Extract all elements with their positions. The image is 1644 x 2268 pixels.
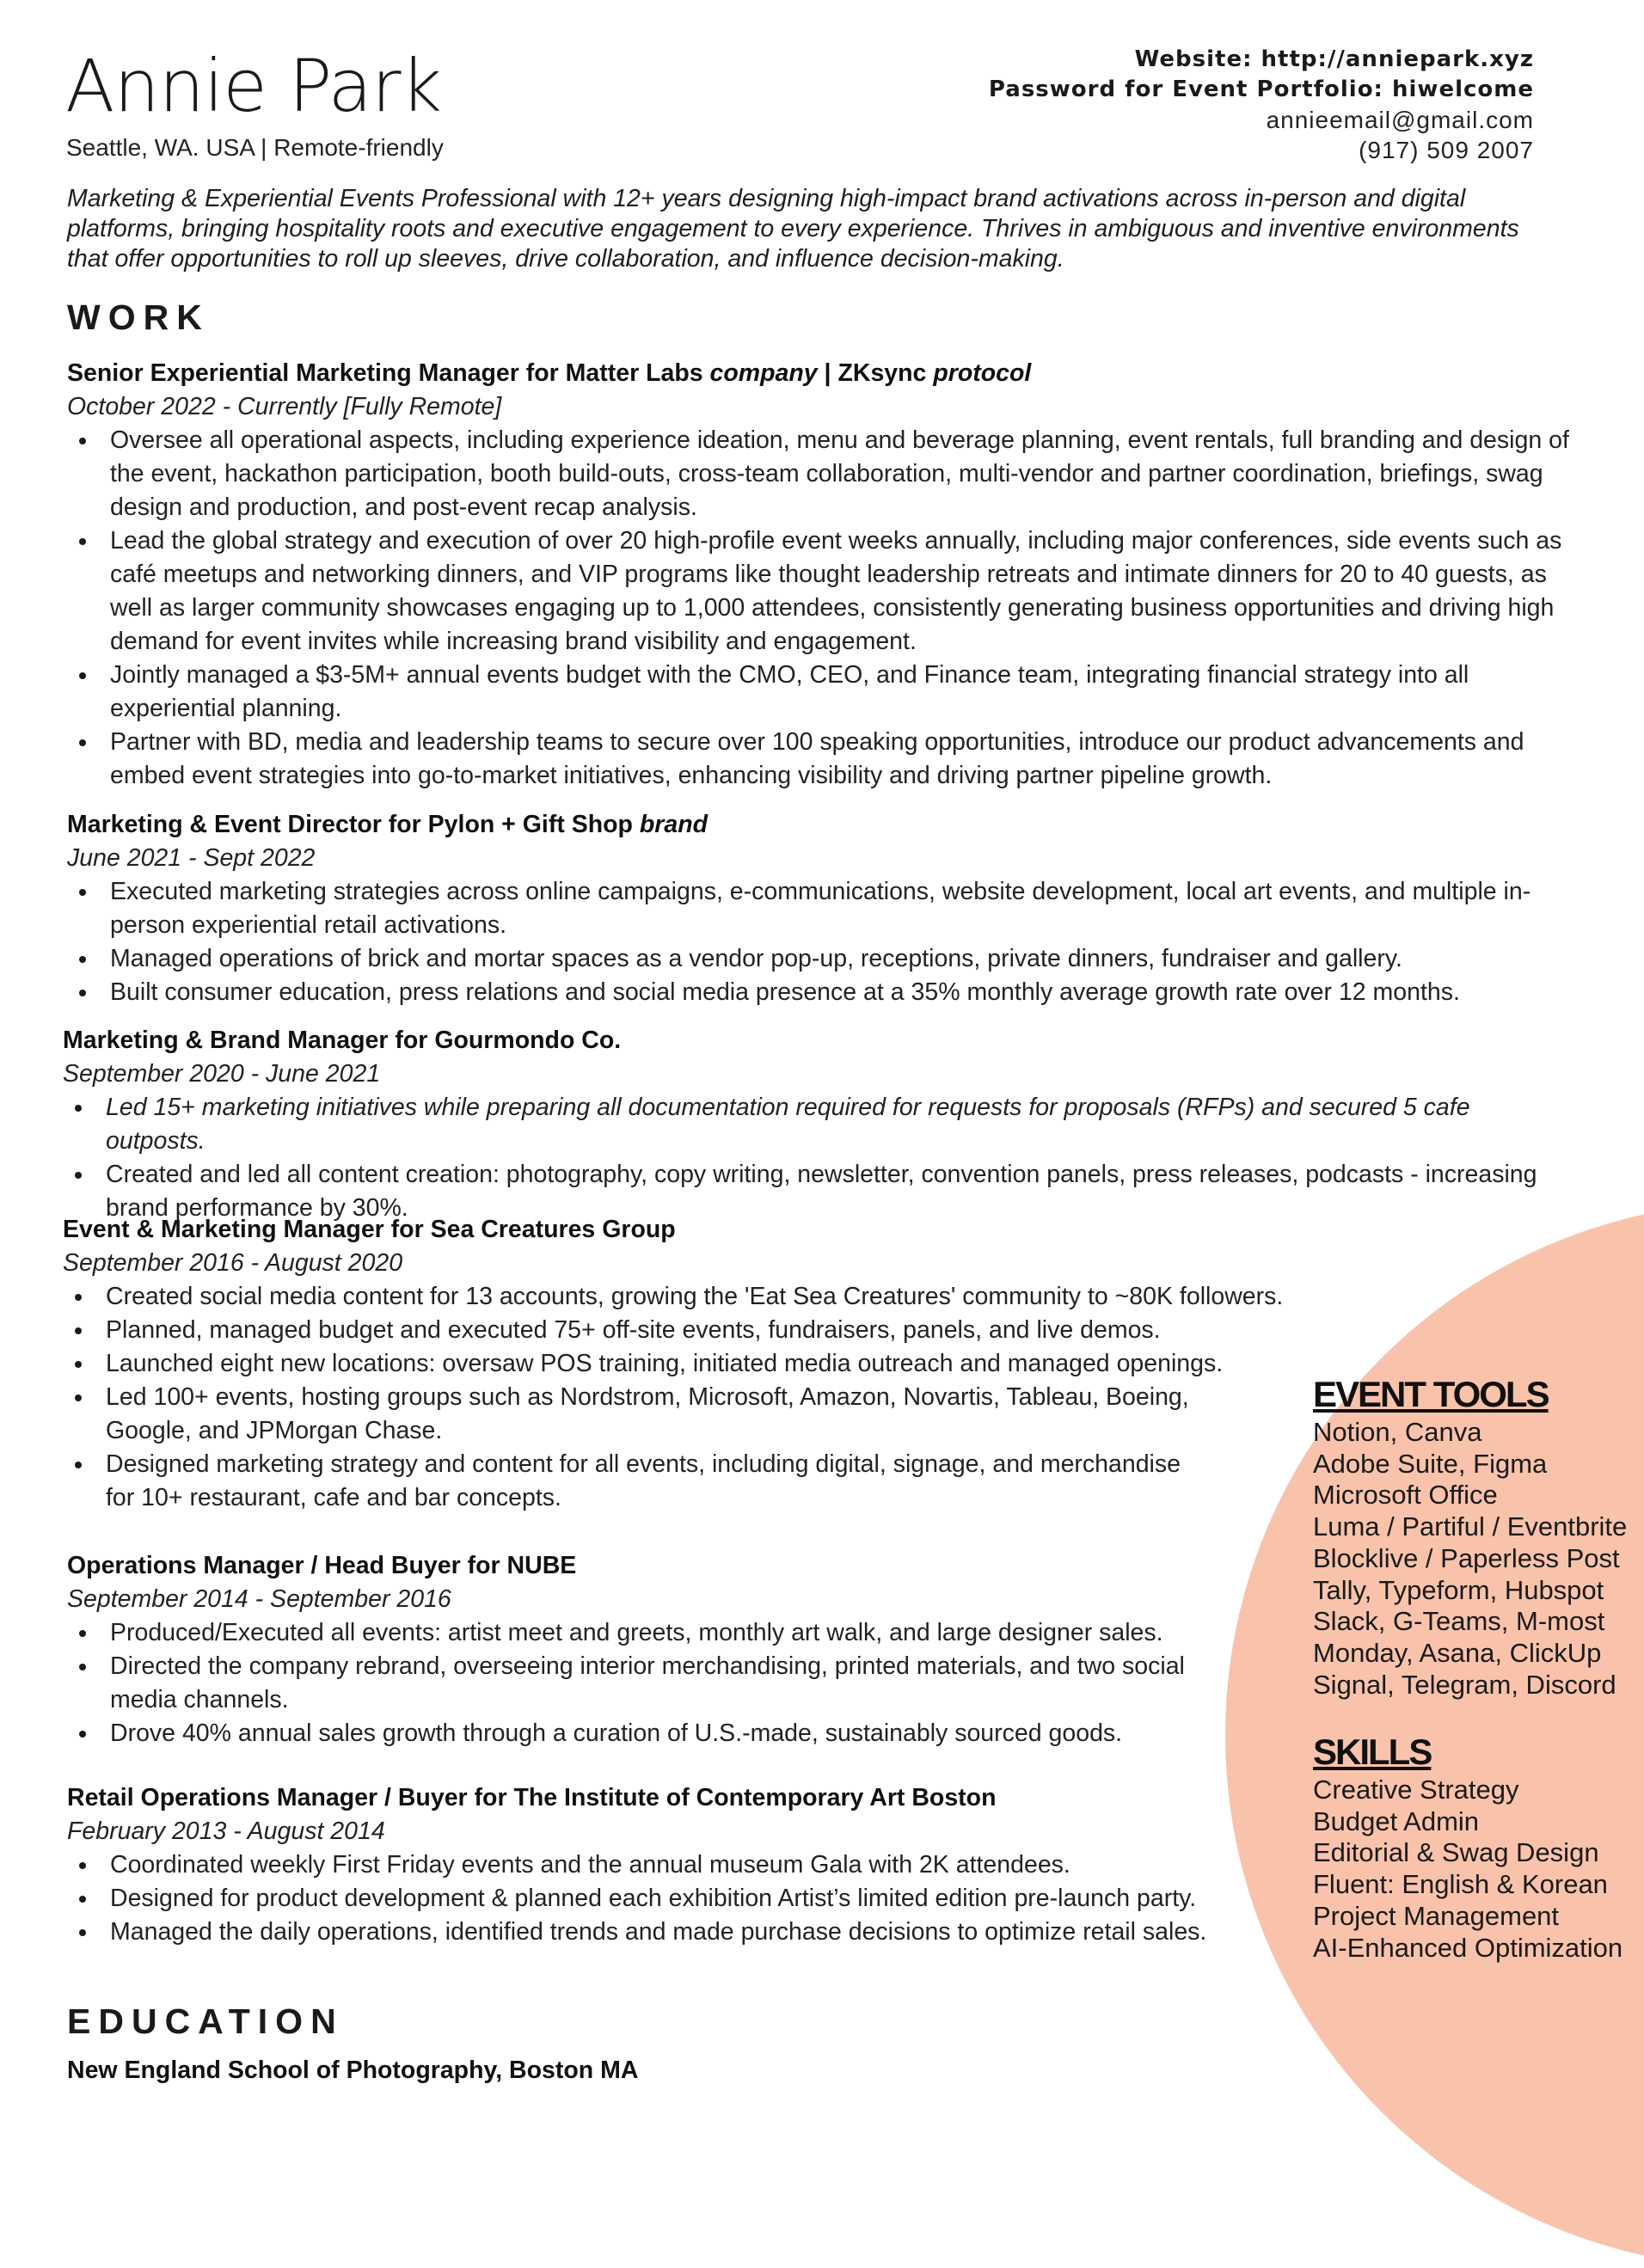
tool-item: Slack, G-Teams, M-most bbox=[1313, 1606, 1605, 1637]
bullet-item: Designed marketing strategy and content for all events, including digital, signage, and merchandise for 10+ restaurant, cafe and bar concepts. bbox=[63, 1448, 1215, 1515]
job-title: Senior Experiential Marketing Manager for Matter Labs company | ZKsync protocol bbox=[67, 359, 1032, 387]
tool-item: Tally, Typeform, Hubspot bbox=[1313, 1574, 1604, 1605]
professional-summary: Marketing & Experiential Events Professional with 12+ years designing high-impact brand activations across in-person and digital platforms, bringing hospitality roots and executive engagement to every experience. Thrives in ambiguous and inventive environments that offer opportunities to roll up sleeves, drive collaboration, and influence decision-making. bbox=[67, 185, 1519, 273]
education-school: New England School of Photography, Boston MA bbox=[67, 2057, 639, 2084]
job-bullets bbox=[67, 875, 1572, 1009]
bullet-item: Managed the daily operations, identified trends and made purchase decisions to optimize retail sales. bbox=[67, 1916, 1254, 1949]
skill-item: Budget Admin bbox=[1313, 1805, 1480, 1836]
job-date: June 2021 - Sept 2022 bbox=[67, 844, 316, 872]
bullet-item: Designed for product development & planned each exhibition Artist’s limited edition pre-launch party. bbox=[67, 1882, 1254, 1916]
tool-item: Blocklive / Paperless Post bbox=[1313, 1542, 1620, 1573]
tool-item: Luma / Partiful / Eventbrite bbox=[1313, 1511, 1628, 1542]
job-date: September 2020 - June 2021 bbox=[63, 1060, 381, 1088]
bullet-item: Created and led all content creation: photography, copy writing, newsletter, convention panels, press releases, podcasts - increasing brand performance by 30%. bbox=[63, 1158, 1567, 1225]
bullet-item: Led 100+ events, hosting groups such as Nordstrom, Microsoft, Amazon, Novartis, Tableau, Boeing, Google, and JPMorgan Chase. bbox=[63, 1381, 1215, 1448]
job-title: Event & Marketing Manager for Sea Creatures Group bbox=[63, 1216, 676, 1243]
candidate-location: Seattle, WA. USA | Remote-friendly bbox=[66, 134, 444, 161]
job-bullets bbox=[63, 1280, 1284, 1515]
job-date: February 2013 - August 2014 bbox=[67, 1817, 385, 1845]
job-title: Marketing & Brand Manager for Gourmondo Co. bbox=[63, 1027, 622, 1054]
job-title: Operations Manager / Head Buyer for NUBE bbox=[67, 1552, 577, 1579]
bullet-item: Produced/Executed all events: artist meet and greets, monthly art walk, and large designer sales. bbox=[67, 1616, 1202, 1650]
bullet-item: Drove 40% annual sales growth through a curation of U.S.-made, sustainably sourced goods. bbox=[67, 1717, 1202, 1750]
email-link[interactable]: annieemail@gmail.com bbox=[1266, 107, 1534, 133]
job-date: September 2014 - September 2016 bbox=[67, 1585, 451, 1613]
bullet-item: Planned, managed budget and executed 75+ off-site events, fundraisers, panels, and live demos. bbox=[63, 1314, 1215, 1347]
job-bullets bbox=[67, 424, 1572, 793]
bullet-item: Managed operations of brick and mortar spaces as a vendor pop-up, receptions, private dinners, fundraiser and gallery. bbox=[67, 942, 1572, 976]
job-title: Retail Operations Manager / Buyer for The Institute of Contemporary Art Boston bbox=[67, 1784, 997, 1811]
tool-item: Notion, Canva bbox=[1313, 1417, 1482, 1447]
portfolio-password: Password for Event Portfolio: hiwelcome bbox=[988, 77, 1534, 102]
contact-block bbox=[989, 45, 1534, 165]
event-tools-section bbox=[1313, 1374, 1627, 1701]
skill-item: Creative Strategy bbox=[1313, 1775, 1519, 1805]
tool-item: Signal, Telegram, Discord bbox=[1313, 1669, 1616, 1700]
bullet-item: Created social media content for 13 accounts, growing the 'Eat Sea Creatures' community to ~80K followers. bbox=[63, 1280, 1396, 1314]
bullet-item: Executed marketing strategies across online campaigns, e-communications, website development, local art events, and multiple in-person experiential retail activations. bbox=[67, 875, 1572, 942]
bullet-item: Oversee all operational aspects, including experience ideation, menu and beverage planning, event rentals, full branding and design of the event, hackathon participation, booth build-outs, cross-team collaboration, multi-vendor and partner coordination, briefings, swag design and production, and post-event recap analysis. bbox=[67, 424, 1572, 524]
skill-item: Project Management bbox=[1313, 1900, 1560, 1931]
bullet-item: Built consumer education, press relations and social media presence at a 35% monthly average growth rate over 12 months. bbox=[67, 976, 1572, 1009]
phone-number: (917) 509 2007 bbox=[1359, 137, 1534, 163]
job-entry bbox=[67, 808, 1572, 1009]
candidate-name: Annie Park bbox=[65, 44, 442, 128]
event-tools-title: EVENT TOOLS bbox=[1313, 1374, 1549, 1414]
skills-section bbox=[1313, 1732, 1623, 1964]
tool-item: Microsoft Office bbox=[1313, 1480, 1498, 1511]
job-entry bbox=[67, 357, 1572, 793]
education-section-title: EDUCATION bbox=[67, 2001, 344, 2041]
job-date: September 2016 - August 2020 bbox=[63, 1249, 403, 1277]
bullet-item: Lead the global strategy and execution of over 20 high-profile event weeks annually, including major conferences, side events such as café meetups and networking dinners, and VIP programs like thought leadership retreats and intimate dinners for 20 to 40 guests, as well as larger community showcases engaging up to 1,000 attendees, consistently generating business opportunities and driving high demand for event invites while increasing brand visibility and engagement. bbox=[67, 524, 1572, 659]
bullet-item: Directed the company rebrand, overseeing interior merchandising, printed materials, and two social media channels. bbox=[67, 1650, 1202, 1717]
skill-item: Editorial & Swag Design bbox=[1313, 1837, 1599, 1868]
website-link[interactable]: Website: http://anniepark.xyz bbox=[1134, 46, 1534, 72]
job-bullets bbox=[67, 1616, 1202, 1750]
job-title: Marketing & Event Director for Pylon + Gift Shop brand bbox=[67, 811, 709, 838]
skill-item: AI-Enhanced Optimization bbox=[1313, 1932, 1623, 1963]
job-entry bbox=[67, 1781, 1254, 1949]
job-entry bbox=[67, 1549, 1202, 1750]
tool-item: Adobe Suite, Figma bbox=[1313, 1448, 1548, 1479]
job-entry bbox=[63, 1213, 1284, 1515]
bullet-item: Led 15+ marketing initiatives while preparing all documentation required for requests for proposals (RFPs) and secured 5 cafe outposts. bbox=[63, 1091, 1567, 1158]
work-section-title: WORK bbox=[67, 297, 210, 337]
bullet-item: Coordinated weekly First Friday events and the annual museum Gala with 2K attendees. bbox=[67, 1848, 1254, 1882]
skills-title: SKILLS bbox=[1313, 1732, 1432, 1772]
bullet-item: Jointly managed a $3-5M+ annual events budget with the CMO, CEO, and Finance team, integrating financial strategy into all experiential planning. bbox=[67, 659, 1572, 726]
bullet-item: Launched eight new locations: oversaw POS training, initiated media outreach and managed openings. bbox=[63, 1347, 1344, 1381]
job-bullets bbox=[63, 1091, 1567, 1225]
tool-item: Monday, Asana, ClickUp bbox=[1313, 1637, 1602, 1668]
bullet-item: Partner with BD, media and leadership teams to secure over 100 speaking opportunities, introduce our product advancements and embed event strategies into go-to-market initiatives, enhancing visibility and driving partner pipeline growth. bbox=[67, 726, 1572, 793]
job-entry bbox=[63, 1024, 1567, 1225]
skill-item: Fluent: English & Korean bbox=[1313, 1869, 1608, 1900]
job-date: October 2022 - Currently [Fully Remote] bbox=[67, 393, 502, 420]
job-bullets bbox=[67, 1848, 1254, 1949]
